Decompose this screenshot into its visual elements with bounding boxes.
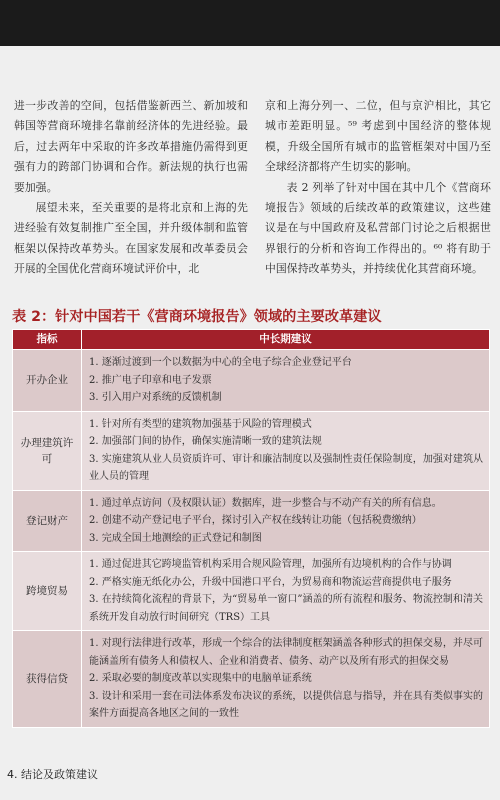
left-paragraph-1: 进一步改善的空间，包括借鉴新西兰、新加坡和韩国等营商环境排名靠前经济体的先进经验。最后，过去两年中采取的许多改革措施仍需得到更强有力的跨部门协调和合作。新法规的执行也需要加强。 [14, 99, 248, 194]
recommendation-item: 2. 严格实施无纸化办公，升级中国港口平台，为贸易商和物流运营商提供电子服务 [89, 576, 452, 588]
recommendation-item: 3. 在持续简化流程的背景下，为“贸易单一窗口”涵盖的所有流程和服务、物流控制和清关系统开发自动放行时间研究（TRS）工具 [89, 594, 483, 623]
row-indicator: 登记财产 [13, 490, 82, 552]
header-recommendations: 中长期建议 [82, 330, 490, 350]
row-recommendations [82, 552, 490, 631]
left-paragraph-2: 展望未来，至关重要的是将北京和上海的先进经验有效复制推广至全国，并升级体制和监管框架以保持改革势头。在国家发展和改革委员会开展的全国优化营商环境试评价中，北 [14, 201, 248, 276]
policy-table [12, 329, 490, 728]
recommendation-item: 3. 设计和采用一套在司法体系发布决议的系统，以提供信息与指导，并在具有类似事实的案件方面提高各地区之间的一致性 [89, 690, 483, 719]
recommendation-item: 3. 引入用户对系统的反馈机制 [89, 392, 222, 403]
row-indicator: 跨境贸易 [13, 552, 82, 631]
right-paragraph-2: 表 2 列举了针对中国在其中几个《营商环境报告》领域的后续改革的政策建议，这些建议是在与中国政府及私营部门讨论之后根据世界银行的分析和咨询工作得出的。⁶⁰ 将有助于中国保持改革势头，并持续优化其营商环境。 [265, 180, 491, 276]
recommendation-item: 2. 采取必要的制度改革以实现集中的电脑单证系统 [89, 673, 312, 684]
recommendation-item: 2. 推广电子印章和电子发票 [89, 374, 212, 386]
recommendation-item: 1. 通过促进其它跨境监管机构采用合规风险管理，加强所有边境机构的合作与协调 [89, 559, 452, 570]
recommendation-item: 1. 通过单点访问（及权限认证）数据库，进一步整合与不动产有关的所有信息。 [89, 497, 442, 509]
header-indicator: 指标 [13, 330, 82, 350]
table-row [13, 411, 490, 490]
recommendation-item: 1. 针对所有类型的建筑物加强基于风险的管理模式 [89, 418, 312, 430]
recommendation-item: 2. 加强部门间的协作，确保实施清晰一致的建筑法规 [89, 436, 322, 447]
table-row [13, 552, 490, 631]
table-title: 表 2：针对中国若干《营商环境报告》领域的主要改革建议 [12, 309, 382, 325]
recommendation-item: 3. 完成全国土地测绘的正式登记和制图 [89, 532, 262, 544]
left-column [14, 96, 248, 280]
row-indicator: 办理建筑许可 [13, 411, 82, 490]
row-recommendations [82, 350, 490, 412]
right-column [265, 96, 491, 280]
recommendation-item: 1. 对现行法律进行改革，形成一个综合的法律制度框架涵盖各种形式的担保交易，并尽可能涵盖所有债务人和债权人、企业和消费者、债务、动产以及所有形式的担保交易 [89, 638, 483, 667]
top-dark-band [0, 0, 500, 46]
recommendation-item: 3. 实施建筑从业人员资质许可、审计和廉洁制度以及强制性责任保险制度，加强对建筑从业人员的管理 [89, 453, 483, 482]
recommendation-item: 2. 创建不动产登记电子平台，探讨引入产权在线转让功能（包括税费缴纳） [89, 515, 422, 526]
table-row [13, 350, 490, 412]
table-row [13, 631, 490, 728]
table-row [13, 490, 490, 552]
row-indicator: 获得信贷 [13, 631, 82, 728]
row-indicator: 开办企业 [13, 350, 82, 412]
row-recommendations [82, 631, 490, 728]
table-header-row [13, 330, 490, 350]
row-recommendations [82, 490, 490, 552]
recommendation-item: 1. 逐渐过渡到一个以数据为中心的全电子综合企业登记平台 [89, 357, 352, 368]
footer-section-label: 4. 结论及政策建议 [7, 768, 98, 781]
row-recommendations [82, 411, 490, 490]
right-paragraph-1: 京和上海分列一、二位，但与京沪相比，其它城市差距明显。⁵⁹ 考虑到中国经济的整体规模，升级全国所有城市的监管框架对中国乃至全球经济都将产生切实的影响。 [265, 99, 491, 174]
